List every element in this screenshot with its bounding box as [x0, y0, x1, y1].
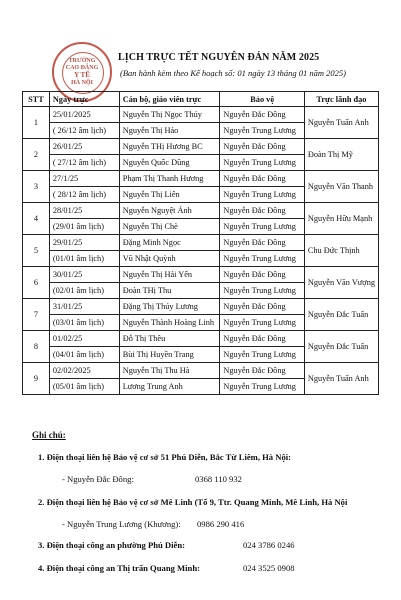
- note-item-2: 2. Điện thoại liên hệ Bảo vệ cơ sở Mê Linh (Tổ 9, Ttr. Quang Minh, Mê Linh, Hà Nội: [38, 497, 348, 507]
- col-header-security: Bảo vệ: [220, 92, 304, 107]
- date-cell: 01/02/25: [49, 331, 119, 347]
- seal-text-4: HÀ NỘI: [71, 80, 93, 86]
- leader-cell: Chu Đức Thịnh: [304, 235, 378, 267]
- date-cell: 25/01/2025: [49, 107, 119, 123]
- note-item-2-phone: 0986 290 416: [197, 519, 245, 529]
- seal-text-2: CAO ĐẲNG: [65, 65, 99, 71]
- stt-cell: 7: [23, 299, 50, 331]
- staff-cell: Nguyễn Thị Hải Yến: [119, 267, 220, 283]
- lunar-date-cell: (04/01 âm lịch): [49, 347, 119, 363]
- table-row: [23, 235, 379, 251]
- seal-text-3: Y TẾ: [74, 71, 90, 79]
- staff-cell: Nguyễn Thị Ngọc Thúy: [119, 107, 220, 123]
- note-item-4: 4. Điện thoại công an Thị trấn Quang Minh:: [38, 563, 200, 573]
- staff-cell: Lương Trung Anh: [119, 379, 220, 395]
- leader-cell: Nguyễn Tuấn Anh: [304, 107, 378, 139]
- leader-cell: Đoàn Thị Mỹ: [304, 139, 378, 171]
- staff-cell: Đoàn THị Thu: [119, 283, 220, 299]
- note-item-3: 3. Điện thoại công an phường Phú Diễn:: [38, 540, 185, 550]
- leader-cell: Nguyễn Đắc Tuấn: [304, 331, 378, 363]
- leader-cell: Nguyễn Tuấn Anh: [304, 363, 378, 395]
- lunar-date-cell: (02/01 âm lịch): [49, 283, 119, 299]
- staff-cell: Nguyễn Quốc Dũng: [119, 155, 220, 171]
- security-cell: Nguyễn Trung Lương: [220, 379, 304, 395]
- table-row: [23, 107, 379, 123]
- security-cell: Nguyễn Đắc Đông: [220, 267, 304, 283]
- note-item-3-phone: 024 3786 0246: [243, 540, 295, 550]
- stt-cell: 6: [23, 267, 50, 299]
- lunar-date-cell: (05/01 âm lịch): [49, 379, 119, 395]
- leader-cell: Nguyễn Văn Vượng: [304, 267, 378, 299]
- leader-cell: Nguyễn Đắc Tuấn: [304, 299, 378, 331]
- security-cell: Nguyễn Trung Lương: [220, 155, 304, 171]
- table-header-row: [23, 92, 379, 107]
- security-cell: Nguyễn Trung Lương: [220, 283, 304, 299]
- security-cell: Nguyễn Trung Lương: [220, 251, 304, 267]
- document-subtitle: (Ban hành kèm theo Kế hoạch số: 01 ngày 13 tháng 01 năm 2025): [120, 68, 346, 78]
- staff-cell: Nguyễn Nguyệt Ánh: [119, 203, 220, 219]
- table-row: [23, 203, 379, 219]
- staff-cell: Nguyễn Thị Chè: [119, 219, 220, 235]
- lunar-date-cell: ( 28/12 âm lịch): [49, 187, 119, 203]
- security-cell: Nguyễn Đắc Đông: [220, 139, 304, 155]
- table-row: [23, 267, 379, 283]
- security-cell: Nguyễn Đắc Đông: [220, 171, 304, 187]
- security-cell: Nguyễn Trung Lương: [220, 187, 304, 203]
- note-item-1-person: - Nguyễn Đắc Đông:: [62, 474, 134, 484]
- lunar-date-cell: (03/01 âm lịch): [49, 315, 119, 331]
- date-cell: 26/01/25: [49, 139, 119, 155]
- col-header-stt: STT: [23, 92, 50, 107]
- staff-cell: Nguyễn Thành Hoàng Linh: [119, 315, 220, 331]
- staff-cell: Nguyễn THị Hương BC: [119, 139, 220, 155]
- stt-cell: 8: [23, 331, 50, 363]
- staff-cell: Nguyễn Thị Liên: [119, 187, 220, 203]
- seal-text-1: TRƯỜNG: [68, 58, 96, 64]
- col-header-staff: Cán bộ, giáo viên trực: [119, 92, 220, 107]
- staff-cell: Nguyễn Thị Hảo: [119, 123, 220, 139]
- date-cell: 28/01/25: [49, 203, 119, 219]
- lunar-date-cell: (29/01 âm lịch): [49, 219, 119, 235]
- date-cell: 31/01/25: [49, 299, 119, 315]
- date-cell: 30/01/25: [49, 267, 119, 283]
- security-cell: Nguyễn Đắc Đông: [220, 331, 304, 347]
- lunar-date-cell: ( 26/12 âm lịch): [49, 123, 119, 139]
- staff-cell: Nguyễn Thị Thu Hà: [119, 363, 220, 379]
- security-cell: Nguyễn Trung Lương: [220, 123, 304, 139]
- note-item-1: 1. Điện thoại liên hệ Bảo vệ cơ sở 51 Phú Diễn, Bắc Từ Liêm, Hà Nội:: [38, 452, 291, 462]
- stt-cell: 5: [23, 235, 50, 267]
- staff-cell: Đỗ Thị Thêu: [119, 331, 220, 347]
- leader-cell: Nguyễn Hữu Mạnh: [304, 203, 378, 235]
- date-cell: 27/1/25: [49, 171, 119, 187]
- staff-cell: Đặng Thị Thúy Lương: [119, 299, 220, 315]
- table-row: [23, 139, 379, 155]
- date-cell: 02/02/2025: [49, 363, 119, 379]
- staff-cell: Đặng Minh Ngọc: [119, 235, 220, 251]
- security-cell: Nguyễn Đắc Đông: [220, 107, 304, 123]
- security-cell: Nguyễn Trung Lương: [220, 315, 304, 331]
- lunar-date-cell: ( 27/12 âm lịch): [49, 155, 119, 171]
- table-row: [23, 171, 379, 187]
- notes-title: Ghi chú:: [32, 430, 66, 440]
- security-cell: Nguyễn Đắc Đông: [220, 299, 304, 315]
- staff-cell: Bùi Thị Huyền Trang: [119, 347, 220, 363]
- security-cell: Nguyễn Đắc Đông: [220, 235, 304, 251]
- duty-schedule-table: [22, 91, 379, 395]
- lunar-date-cell: (01/01 âm lịch): [49, 251, 119, 267]
- security-cell: Nguyễn Trung Lương: [220, 347, 304, 363]
- col-header-date: Ngày trực: [49, 92, 119, 107]
- stt-cell: 2: [23, 139, 50, 171]
- staff-cell: Vũ Nhật Quỳnh: [119, 251, 220, 267]
- stt-cell: 9: [23, 363, 50, 395]
- security-cell: Nguyễn Đắc Đông: [220, 203, 304, 219]
- leader-cell: Nguyễn Văn Thanh: [304, 171, 378, 203]
- staff-cell: Phạm Thị Thanh Hương: [119, 171, 220, 187]
- stt-cell: 3: [23, 171, 50, 203]
- stt-cell: 1: [23, 107, 50, 139]
- note-item-2-person: - Nguyễn Trung Lương (Khương):: [62, 519, 181, 529]
- note-item-1-phone: 0368 110 932: [195, 474, 242, 484]
- security-cell: Nguyễn Đắc Đông: [220, 363, 304, 379]
- table-row: [23, 363, 379, 379]
- document-title: LỊCH TRỰC TẾT NGUYÊN ĐÁN NĂM 2025: [118, 52, 320, 63]
- date-cell: 29/01/25: [49, 235, 119, 251]
- table-row: [23, 331, 379, 347]
- col-header-leader: Trực lãnh đạo: [304, 92, 378, 107]
- note-item-4-phone: 024 3525 0908: [243, 563, 295, 573]
- security-cell: Nguyễn Trung Lương: [220, 219, 304, 235]
- stt-cell: 4: [23, 203, 50, 235]
- table-row: [23, 299, 379, 315]
